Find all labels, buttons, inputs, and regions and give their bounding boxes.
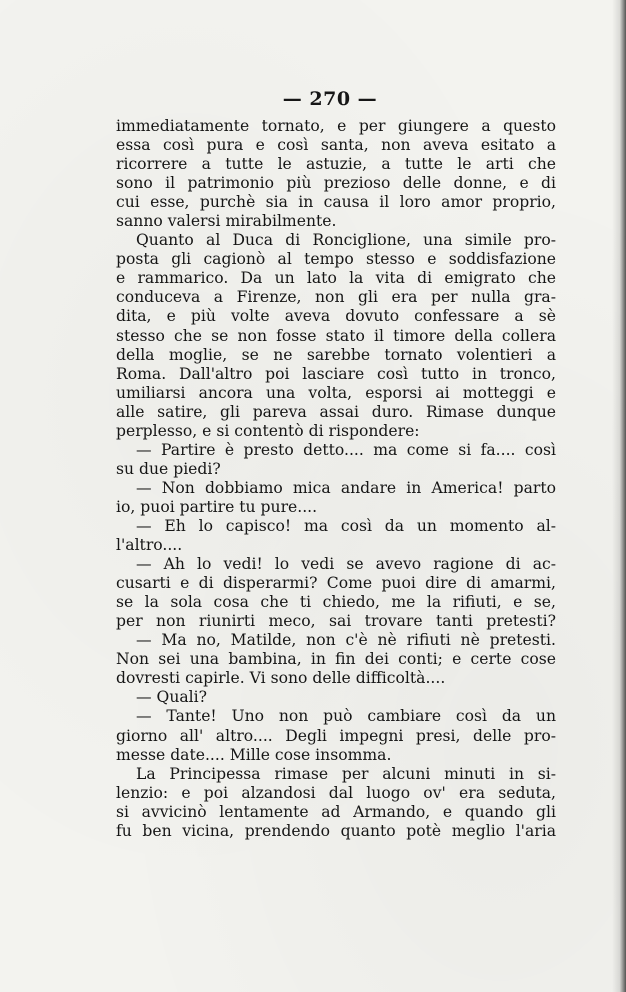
text-line: della moglie, se ne sarebbe tornato volentieri a bbox=[116, 345, 556, 364]
text-line: io, puoi partire tu pure.... bbox=[116, 497, 318, 516]
text-line: dovresti capirle. Vi sono delle difficoltà.... bbox=[116, 669, 446, 688]
text-line: cui esse, purchè sia in causa il loro amor proprio, bbox=[116, 193, 556, 212]
text-line: sono il patrimonio più prezioso delle donne, e di bbox=[116, 174, 556, 193]
text-line: per non riunirti meco, sai trovare tanti pretesti? bbox=[116, 612, 556, 631]
page-number: — 270 — bbox=[282, 88, 378, 110]
page-edge-shadow bbox=[612, 0, 626, 992]
text-line: fu ben vicina, prendendo quanto potè meglio l'aria bbox=[116, 821, 556, 840]
text-line: immediatamente tornato, e per giungere a questo bbox=[116, 117, 556, 135]
text-line: stesso che se non fosse stato il timore della collera bbox=[116, 326, 556, 345]
text-line: sanno valersi mirabilmente. bbox=[116, 212, 337, 231]
text-line: l'altro.... bbox=[116, 536, 183, 555]
text-line: La Principessa rimase per alcuni minuti in si- bbox=[136, 764, 556, 783]
text-line: Non sei una bambina, in fin dei conti; e certe cose bbox=[116, 650, 556, 669]
text-line: si avvicinò lentamente ad Armando, e quando gli bbox=[116, 802, 556, 821]
text-line: posta gli cagionò al tempo stesso e soddisfazione bbox=[116, 250, 556, 269]
text-line: conduceva a Firenze, non gli era per nulla gra- bbox=[116, 288, 556, 307]
text-line: cusarti e di disperarmi? Come puoi dire di amarmi, bbox=[116, 574, 556, 593]
text-line: Roma. Dall'altro poi lasciare così tutto in tronco, bbox=[116, 364, 556, 383]
text-line: se la sola cosa che ti chiedo, me la rifiuti, e se, bbox=[116, 593, 556, 612]
text-line: lenzio: e poi alzandosi dal luogo ov' era seduta, bbox=[116, 783, 556, 802]
text-line: — Eh lo capisco! ma così da un momento al- bbox=[136, 516, 556, 535]
text-line: alle satire, gli pareva assai duro. Rimase dunque bbox=[116, 402, 556, 421]
text-line: — Ah lo vedi! lo vedi se avevo ragione di ac- bbox=[136, 555, 556, 574]
text-line: — Ma no, Matilde, non c'è nè rifiuti nè pretesti. bbox=[136, 631, 556, 650]
text-line: e rammarico. Da un lato la vita di emigrato che bbox=[116, 269, 556, 288]
text-line: perplesso, e si contentò di rispondere: bbox=[116, 421, 420, 440]
text-line: giorno all' altro.... Degli impegni presi, delle pro- bbox=[116, 726, 556, 745]
text-line: ricorrere a tutte le astuzie, a tutte le arti che bbox=[116, 155, 556, 174]
text-line: su due piedi? bbox=[116, 459, 221, 478]
text-line: Quanto al Duca di Ronciglione, una simile pro- bbox=[136, 231, 556, 250]
body-text bbox=[116, 117, 556, 841]
text-line: — Quali? bbox=[136, 688, 208, 707]
text-line: — Tante! Uno non può cambiare così da un bbox=[136, 707, 556, 726]
text-line: messe date.... Mille cose insomma. bbox=[116, 745, 392, 764]
text-line: — Non dobbiamo mica andare in America! parto bbox=[136, 478, 556, 497]
text-line: — Partire è presto detto.... ma come si fa.... così bbox=[136, 440, 556, 459]
text-line: essa così pura e così santa, non aveva esitato a bbox=[116, 136, 556, 155]
text-line: dita, e più volte aveva dovuto confessare a sè bbox=[116, 307, 556, 326]
text-line: umiliarsi ancora una volta, esporsi ai motteggi e bbox=[116, 383, 556, 402]
